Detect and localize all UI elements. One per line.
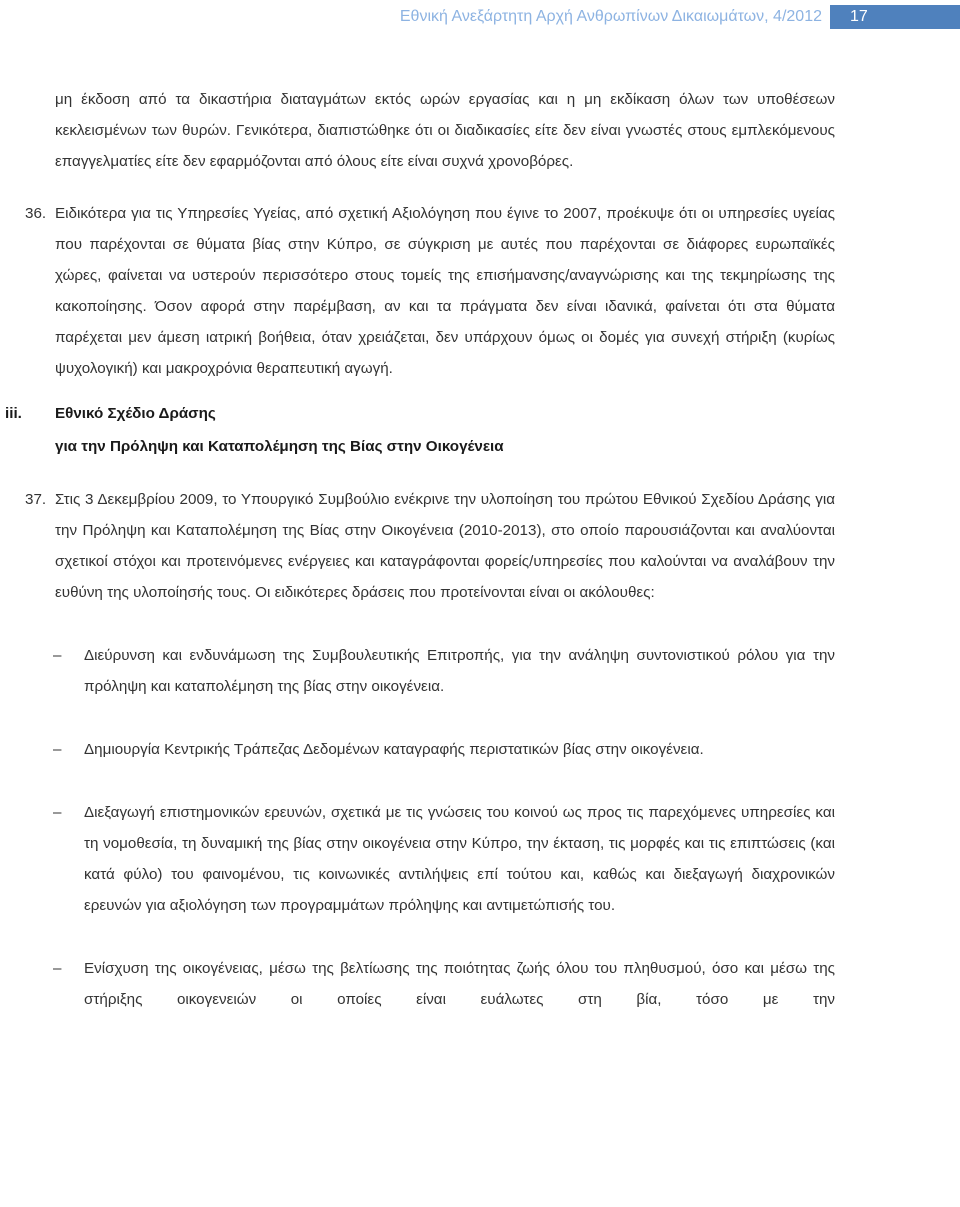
paragraph-text: Ειδικότερα για τις Υπηρεσίες Υγείας, από σχετική Αξιολόγηση που έγινε το 2007, προέκυψε ότι οι υπηρεσίες υγείας που παρέχονται σε θύματα βίας στην Κύπρο, σε σύγκριση με αυτές που παρέχονται σε διάφορες ευρωπαϊκές χώρες, φαίνεται να υστερούν περισσότερο στους τομείς της επισήμανσης/αναγνώρισης και της τεκμηρίωσης της κακοποίησης. Όσον αφορά στην παρέμβαση, αν και τα πράγματα δεν είναι ιδανικά, φαίνεται ότι στα θύματα παρέχεται μεν άμεση ιατρική βοήθεια, όταν χρειάζεται, δεν υπάρχουν όμως οι δομές για συνεχή στήριξη (κυρίως ψυχολογική) και μακροχρόνια θεραπευτική αγωγή. — [55, 205, 835, 377]
actions-list — [55, 640, 835, 1015]
dash-bullet: – — [53, 741, 62, 758]
list-item — [55, 734, 835, 765]
section-title-line-1: Εθνικό Σχέδιο Δράσης — [55, 405, 216, 422]
paragraph-37 — [25, 484, 835, 608]
list-item-text: Διεύρυνση και ενδυνάμωση της Συμβουλευτικής Επιτροπής, για την ανάληψη συντονιστικού ρόλου για την πρόληψη και καταπολέμηση της βίας στην οικογένεια. — [84, 647, 835, 695]
paragraph-text: Στις 3 Δεκεμβρίου 2009, το Υπουργικό Συμβούλιο ενέκρινε την υλοποίηση του πρώτου Εθνικού Σχεδίου Δράσης για την Πρόληψη και Καταπολέμηση της Βίας στην Οικογένεια (2010-2013), στο οποίο παρουσιάζονται και αναλύονται σχετικοί στόχοι και προτεινόμενες ενέργειες και καταγράφονται φορείς/υπηρεσίες που καλούνται να αναλάβουν την ευθύνη της υλοποίησής τους. Οι ειδικότερες δράσεις που προτείνονται είναι οι ακόλουθες: — [55, 491, 835, 601]
document-body — [5, 84, 835, 1015]
section-title-line-2: για την Πρόληψη και Καταπολέμηση της Βίας στην Οικογένεια — [55, 438, 504, 455]
section-number: iii. — [5, 405, 22, 422]
list-item — [55, 953, 835, 1015]
dash-bullet: – — [53, 647, 62, 664]
page-number-badge: 17 — [830, 5, 960, 29]
section-heading — [5, 398, 835, 463]
list-item-text: Ενίσχυση της οικογένειας, μέσω της βελτίωσης της ποιότητας ζωής όλου του πληθυσμού, όσο και μέσω της στήριξης οικογενειών οι οποίες είναι ευάλωτες στη βία, τόσο με την — [84, 960, 835, 1008]
list-item — [55, 797, 835, 921]
dash-bullet: – — [53, 960, 62, 977]
intro-paragraph: μη έκδοση από τα δικαστήρια διαταγμάτων εκτός ωρών εργασίας και η μη εκδίκαση όλων των υποθέσεων κεκλεισμένων των θυρών. Γενικότερα, διαπιστώθηκε ότι οι διαδικασίες είτε δεν είναι γνωστές στους εμπλεκόμενους επαγγελματίες είτε δεν εφαρμόζονται από όλους είτε είναι συχνά χρονοβόρες. — [55, 91, 835, 170]
paragraph-number: 37. — [25, 491, 47, 508]
dash-bullet: – — [53, 804, 62, 821]
paragraph-36 — [25, 198, 835, 384]
running-header-title: Εθνική Ανεξάρτητη Αρχή Ανθρωπίνων Δικαιωμάτων, 4/2012 — [399, 8, 822, 25]
list-item-text: Διεξαγωγή επιστημονικών ερευνών, σχετικά με τις γνώσεις του κοινού ως προς τις παρεχόμενες υπηρεσίες και τη νομοθεσία, τη δυναμική της βίας στην οικογένεια στην Κύπρο, την έκταση, τις μορφές και τις επιπτώσεις (και κατά φύλο) του φαινομένου, τις κοινωνικές αντιλήψεις επί τούτου και, καθώς και διεξαγωγή διαχρονικών ερευνών για αξιολόγηση των προγραμμάτων πρόληψης και αντιμετώπισής του. — [84, 804, 835, 914]
list-item — [55, 640, 835, 702]
paragraph-number: 36. — [25, 205, 47, 222]
list-item-text: Δημιουργία Κεντρικής Τράπεζας Δεδομένων καταγραφής περιστατικών βίας στην οικογένεια. — [84, 741, 704, 758]
